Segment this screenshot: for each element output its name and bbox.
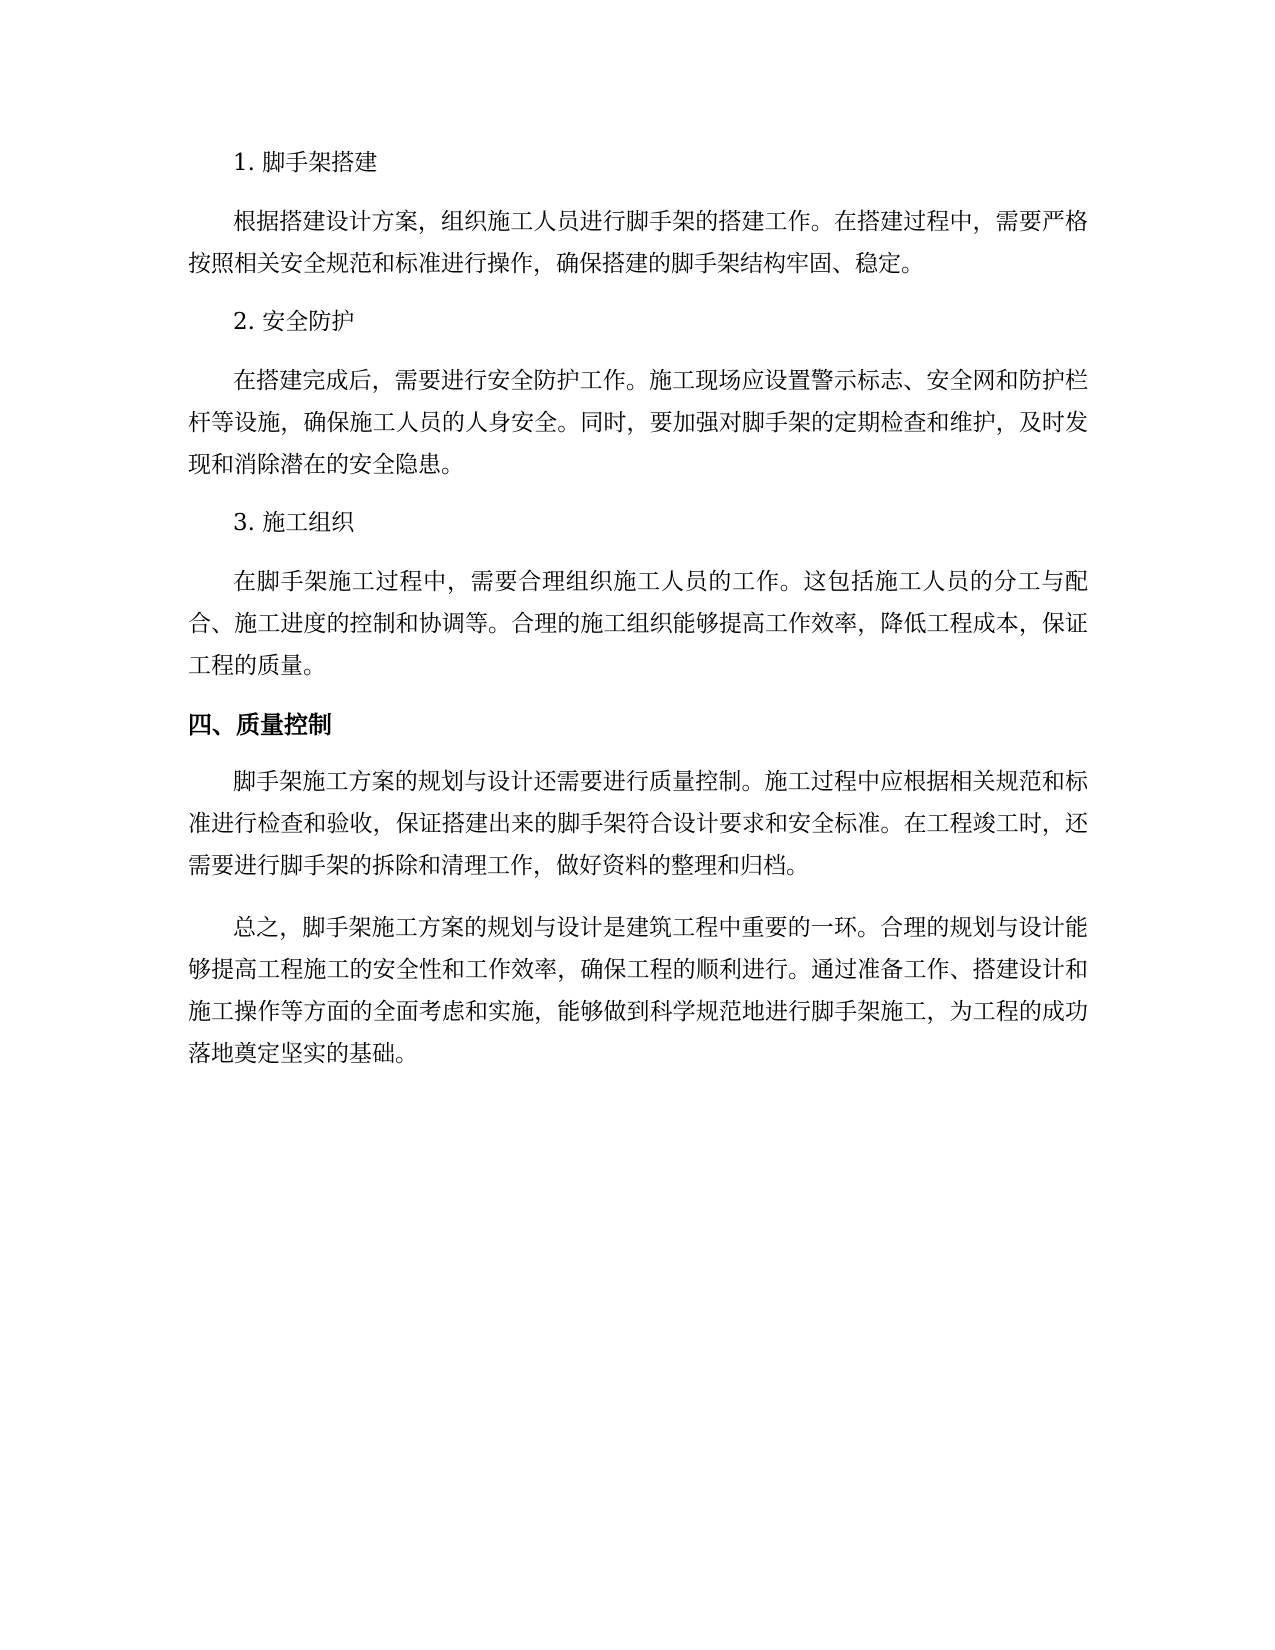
document-body bbox=[188, 146, 1088, 1095]
paragraph-scaffold-erection: 根据搭建设计方案，组织施工人员进行脚手架的搭建工作。在搭建过程中，需要严格按照相关安全规范和标准进行操作，确保搭建的脚手架结构牢固、稳定。 bbox=[188, 209, 1088, 277]
item-heading-safety-protection: 2. 安全防护 bbox=[233, 309, 355, 335]
paragraph-construction-organization: 在脚手架施工过程中，需要合理组织施工人员的工作。这包括施工人员的分工与配合、施工进度的控制和协调等。合理的施工组织能够提高工作效率，降低工程成本，保证工程的质量。 bbox=[188, 569, 1088, 679]
item-heading-scaffold-erection: 1. 脚手架搭建 bbox=[233, 150, 378, 176]
item-heading-construction-organization: 3. 施工组织 bbox=[233, 510, 355, 536]
paragraph-conclusion: 总之，脚手架施工方案的规划与设计是建筑工程中重要的一环。合理的规划与设计能够提高工程施工的安全性和工作效率，确保工程的顺利进行。通过准备工作、搭建设计和施工操作等方面的全面考虑和实施，能够做到科学规范地进行脚手架施工，为工程的成功落地奠定坚实的基础。 bbox=[188, 915, 1088, 1067]
section-heading-quality-control: 四、质量控制 bbox=[188, 711, 332, 739]
paragraph-safety-protection: 在搭建完成后，需要进行安全防护工作。施工现场应设置警示标志、安全网和防护栏杆等设施，确保施工人员的人身安全。同时，要加强对脚手架的定期检查和维护，及时发现和消除潜在的安全隐患。 bbox=[188, 368, 1088, 478]
paragraph-quality-control: 脚手架施工方案的规划与设计还需要进行质量控制。施工过程中应根据相关规范和标准进行检查和验收，保证搭建出来的脚手架符合设计要求和安全标准。在工程竣工时，还需要进行脚手架的拆除和清理工作，做好资料的整理和归档。 bbox=[188, 769, 1088, 879]
